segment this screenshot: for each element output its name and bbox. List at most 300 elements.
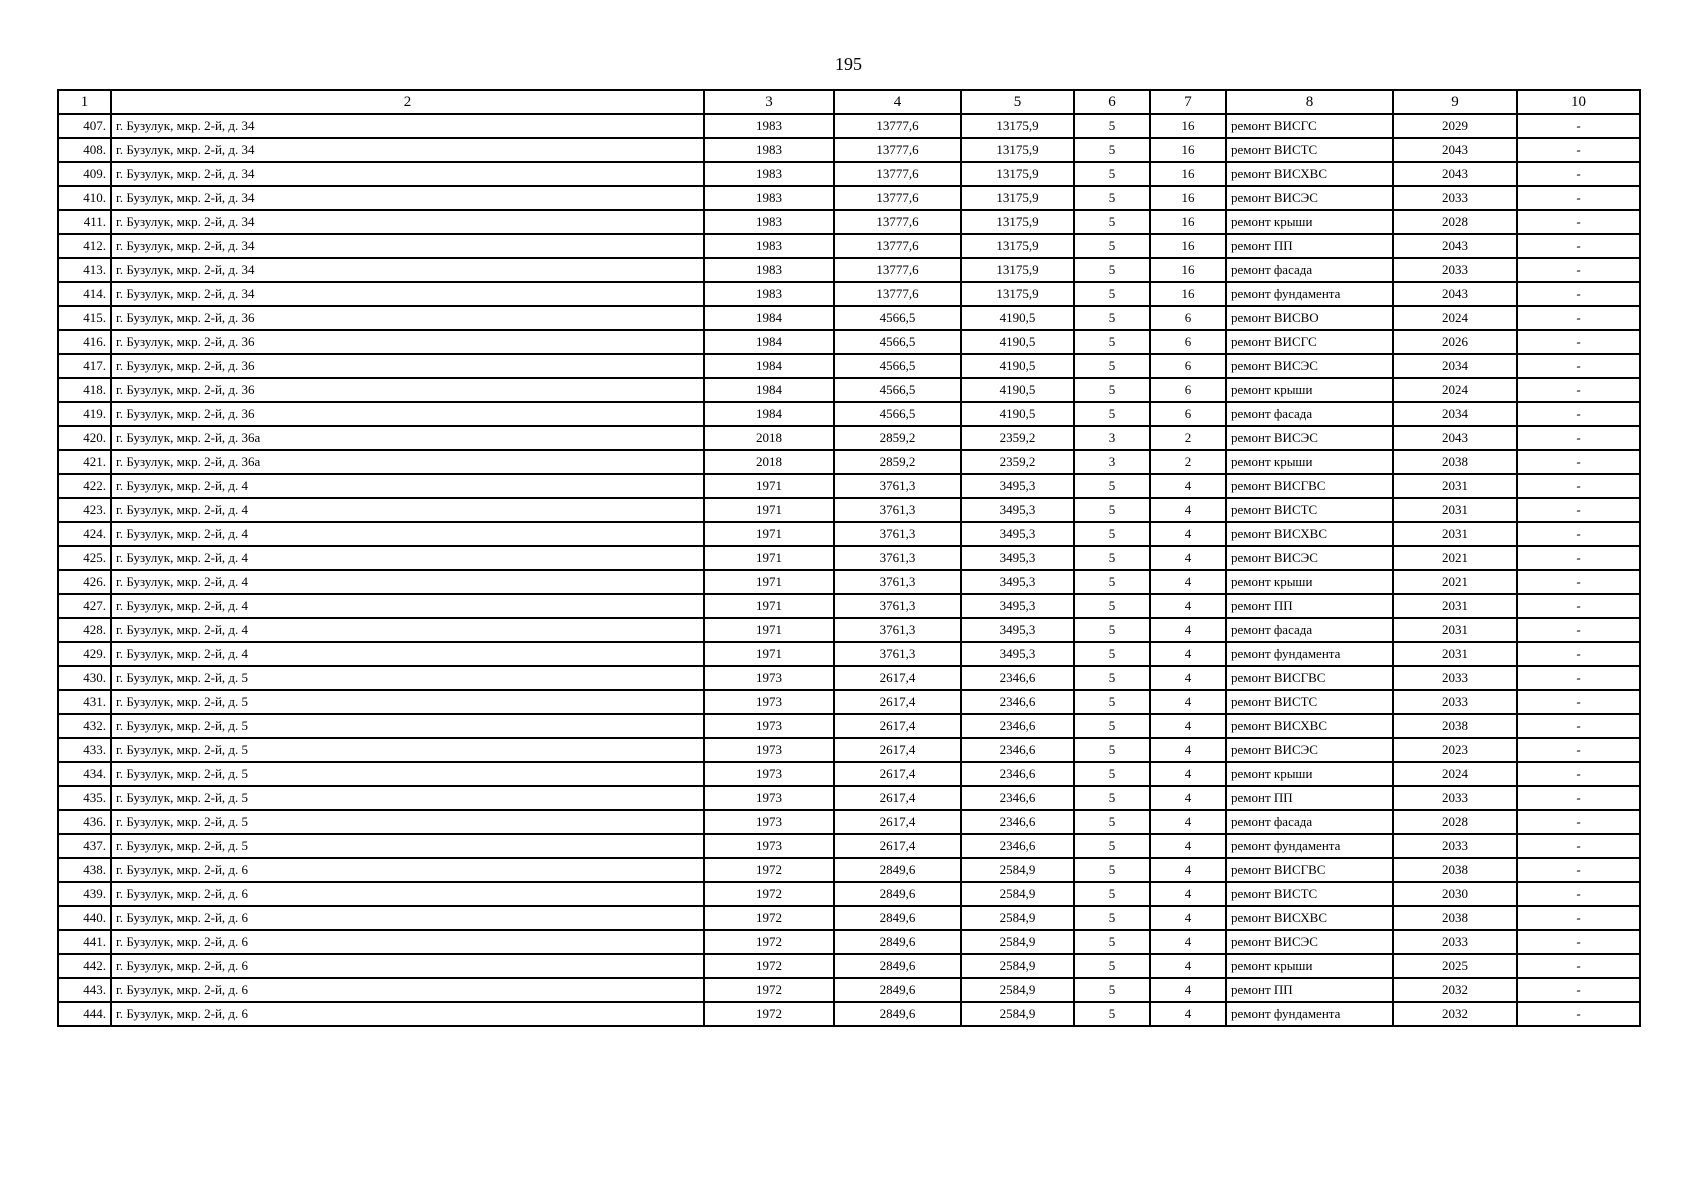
- total-area-cell: 4566,5: [834, 354, 961, 378]
- note-cell: -: [1517, 642, 1640, 666]
- table-row: [58, 954, 1640, 978]
- table-row: [58, 786, 1640, 810]
- row-number-cell: 424.: [58, 522, 111, 546]
- row-number-cell: 437.: [58, 834, 111, 858]
- planned-year-cell: 2034: [1393, 354, 1517, 378]
- total-area-cell: 4566,5: [834, 378, 961, 402]
- year-built-cell: 1983: [704, 138, 834, 162]
- living-area-cell: 3495,3: [961, 474, 1074, 498]
- year-built-cell: 1984: [704, 402, 834, 426]
- work-type-cell: ремонт ВИСГВС: [1226, 474, 1393, 498]
- work-type-cell: ремонт крыши: [1226, 954, 1393, 978]
- year-built-cell: 1983: [704, 162, 834, 186]
- table-row: [58, 906, 1640, 930]
- entrances-cell: 4: [1150, 666, 1226, 690]
- address-cell: г. Бузулук, мкр. 2-й, д. 34: [111, 162, 704, 186]
- planned-year-cell: 2030: [1393, 882, 1517, 906]
- row-number-cell: 432.: [58, 714, 111, 738]
- total-area-cell: 4566,5: [834, 330, 961, 354]
- living-area-cell: 4190,5: [961, 378, 1074, 402]
- planned-year-cell: 2043: [1393, 138, 1517, 162]
- address-cell: г. Бузулук, мкр. 2-й, д. 34: [111, 258, 704, 282]
- row-number-cell: 413.: [58, 258, 111, 282]
- entrances-cell: 6: [1150, 330, 1226, 354]
- total-area-cell: 13777,6: [834, 162, 961, 186]
- planned-year-cell: 2025: [1393, 954, 1517, 978]
- living-area-cell: 4190,5: [961, 330, 1074, 354]
- living-area-cell: 3495,3: [961, 594, 1074, 618]
- note-cell: -: [1517, 114, 1640, 138]
- note-cell: -: [1517, 474, 1640, 498]
- note-cell: -: [1517, 594, 1640, 618]
- living-area-cell: 3495,3: [961, 642, 1074, 666]
- total-area-cell: 3761,3: [834, 594, 961, 618]
- note-cell: -: [1517, 570, 1640, 594]
- year-built-cell: 1983: [704, 210, 834, 234]
- entrances-cell: 2: [1150, 450, 1226, 474]
- table-row: [58, 522, 1640, 546]
- floors-cell: 5: [1074, 234, 1150, 258]
- year-built-cell: 1971: [704, 642, 834, 666]
- entrances-cell: 4: [1150, 594, 1226, 618]
- planned-year-cell: 2034: [1393, 402, 1517, 426]
- planned-year-cell: 2021: [1393, 570, 1517, 594]
- floors-cell: 5: [1074, 642, 1150, 666]
- year-built-cell: 1983: [704, 234, 834, 258]
- note-cell: -: [1517, 378, 1640, 402]
- table-row: [58, 1002, 1640, 1026]
- address-cell: г. Бузулук, мкр. 2-й, д. 34: [111, 282, 704, 306]
- row-number-cell: 419.: [58, 402, 111, 426]
- floors-cell: 5: [1074, 882, 1150, 906]
- planned-year-cell: 2028: [1393, 210, 1517, 234]
- floors-cell: 5: [1074, 354, 1150, 378]
- row-number-cell: 425.: [58, 546, 111, 570]
- address-cell: г. Бузулук, мкр. 2-й, д. 6: [111, 954, 704, 978]
- note-cell: -: [1517, 738, 1640, 762]
- table-row: [58, 330, 1640, 354]
- address-cell: г. Бузулук, мкр. 2-й, д. 5: [111, 786, 704, 810]
- year-built-cell: 1973: [704, 666, 834, 690]
- living-area-cell: 4190,5: [961, 354, 1074, 378]
- floors-cell: 5: [1074, 378, 1150, 402]
- floors-cell: 5: [1074, 618, 1150, 642]
- planned-year-cell: 2043: [1393, 282, 1517, 306]
- work-type-cell: ремонт ПП: [1226, 978, 1393, 1002]
- column-header: 3: [704, 90, 834, 114]
- table-row: [58, 138, 1640, 162]
- table-row: [58, 186, 1640, 210]
- row-number-cell: 417.: [58, 354, 111, 378]
- row-number-cell: 408.: [58, 138, 111, 162]
- year-built-cell: 1971: [704, 546, 834, 570]
- planned-year-cell: 2032: [1393, 978, 1517, 1002]
- row-number-cell: 410.: [58, 186, 111, 210]
- living-area-cell: 3495,3: [961, 522, 1074, 546]
- living-area-cell: 2584,9: [961, 882, 1074, 906]
- table-row: [58, 354, 1640, 378]
- table-row: [58, 810, 1640, 834]
- note-cell: -: [1517, 138, 1640, 162]
- floors-cell: 5: [1074, 402, 1150, 426]
- entrances-cell: 6: [1150, 378, 1226, 402]
- work-type-cell: ремонт ВИСГВС: [1226, 666, 1393, 690]
- address-cell: г. Бузулук, мкр. 2-й, д. 36: [111, 330, 704, 354]
- address-cell: г. Бузулук, мкр. 2-й, д. 34: [111, 234, 704, 258]
- note-cell: -: [1517, 186, 1640, 210]
- year-built-cell: 1972: [704, 978, 834, 1002]
- total-area-cell: 13777,6: [834, 258, 961, 282]
- entrances-cell: 16: [1150, 138, 1226, 162]
- planned-year-cell: 2038: [1393, 450, 1517, 474]
- year-built-cell: 1971: [704, 618, 834, 642]
- table-row: [58, 474, 1640, 498]
- entrances-cell: 4: [1150, 786, 1226, 810]
- address-cell: г. Бузулук, мкр. 2-й, д. 5: [111, 762, 704, 786]
- row-number-cell: 420.: [58, 426, 111, 450]
- entrances-cell: 4: [1150, 714, 1226, 738]
- table-row: [58, 426, 1640, 450]
- address-cell: г. Бузулук, мкр. 2-й, д. 6: [111, 930, 704, 954]
- address-cell: г. Бузулук, мкр. 2-й, д. 36: [111, 354, 704, 378]
- entrances-cell: 4: [1150, 882, 1226, 906]
- row-number-cell: 418.: [58, 378, 111, 402]
- note-cell: -: [1517, 522, 1640, 546]
- year-built-cell: 1972: [704, 906, 834, 930]
- living-area-cell: 13175,9: [961, 210, 1074, 234]
- year-built-cell: 2018: [704, 426, 834, 450]
- planned-year-cell: 2038: [1393, 858, 1517, 882]
- living-area-cell: 2346,6: [961, 714, 1074, 738]
- column-header: 4: [834, 90, 961, 114]
- living-area-cell: 3495,3: [961, 546, 1074, 570]
- entrances-cell: 16: [1150, 258, 1226, 282]
- living-area-cell: 13175,9: [961, 234, 1074, 258]
- floors-cell: 5: [1074, 546, 1150, 570]
- row-number-cell: 426.: [58, 570, 111, 594]
- planned-year-cell: 2031: [1393, 642, 1517, 666]
- note-cell: -: [1517, 210, 1640, 234]
- total-area-cell: 13777,6: [834, 234, 961, 258]
- address-cell: г. Бузулук, мкр. 2-й, д. 6: [111, 1002, 704, 1026]
- floors-cell: 5: [1074, 762, 1150, 786]
- floors-cell: 5: [1074, 786, 1150, 810]
- work-type-cell: ремонт ПП: [1226, 594, 1393, 618]
- entrances-cell: 4: [1150, 954, 1226, 978]
- total-area-cell: 13777,6: [834, 114, 961, 138]
- work-type-cell: ремонт ВИСГВС: [1226, 858, 1393, 882]
- total-area-cell: 2617,4: [834, 762, 961, 786]
- work-type-cell: ремонт крыши: [1226, 210, 1393, 234]
- entrances-cell: 4: [1150, 906, 1226, 930]
- total-area-cell: 3761,3: [834, 618, 961, 642]
- floors-cell: 5: [1074, 738, 1150, 762]
- year-built-cell: 1973: [704, 762, 834, 786]
- note-cell: -: [1517, 234, 1640, 258]
- floors-cell: 5: [1074, 666, 1150, 690]
- table-row: [58, 762, 1640, 786]
- work-type-cell: ремонт фундамента: [1226, 642, 1393, 666]
- address-cell: г. Бузулук, мкр. 2-й, д. 5: [111, 810, 704, 834]
- note-cell: -: [1517, 498, 1640, 522]
- living-area-cell: 2584,9: [961, 906, 1074, 930]
- total-area-cell: 2849,6: [834, 954, 961, 978]
- work-type-cell: ремонт ВИСЭС: [1226, 738, 1393, 762]
- work-type-cell: ремонт крыши: [1226, 570, 1393, 594]
- row-number-cell: 438.: [58, 858, 111, 882]
- living-area-cell: 2346,6: [961, 810, 1074, 834]
- total-area-cell: 13777,6: [834, 282, 961, 306]
- work-type-cell: ремонт ВИСТС: [1226, 138, 1393, 162]
- address-cell: г. Бузулук, мкр. 2-й, д. 34: [111, 210, 704, 234]
- row-number-cell: 412.: [58, 234, 111, 258]
- year-built-cell: 1973: [704, 738, 834, 762]
- work-type-cell: ремонт ВИСТС: [1226, 690, 1393, 714]
- living-area-cell: 13175,9: [961, 138, 1074, 162]
- repair-schedule-table: [57, 89, 1641, 1027]
- planned-year-cell: 2033: [1393, 258, 1517, 282]
- entrances-cell: 4: [1150, 690, 1226, 714]
- work-type-cell: ремонт фундамента: [1226, 1002, 1393, 1026]
- floors-cell: 5: [1074, 714, 1150, 738]
- note-cell: -: [1517, 426, 1640, 450]
- address-cell: г. Бузулук, мкр. 2-й, д. 6: [111, 978, 704, 1002]
- row-number-cell: 442.: [58, 954, 111, 978]
- floors-cell: 5: [1074, 978, 1150, 1002]
- row-number-cell: 439.: [58, 882, 111, 906]
- address-cell: г. Бузулук, мкр. 2-й, д. 4: [111, 642, 704, 666]
- note-cell: -: [1517, 858, 1640, 882]
- entrances-cell: 6: [1150, 402, 1226, 426]
- row-number-cell: 440.: [58, 906, 111, 930]
- living-area-cell: 3495,3: [961, 498, 1074, 522]
- living-area-cell: 2584,9: [961, 858, 1074, 882]
- entrances-cell: 4: [1150, 618, 1226, 642]
- table-row: [58, 282, 1640, 306]
- work-type-cell: ремонт фасада: [1226, 810, 1393, 834]
- note-cell: -: [1517, 906, 1640, 930]
- planned-year-cell: 2026: [1393, 330, 1517, 354]
- planned-year-cell: 2033: [1393, 834, 1517, 858]
- living-area-cell: 2346,6: [961, 738, 1074, 762]
- work-type-cell: ремонт ВИСЭС: [1226, 930, 1393, 954]
- work-type-cell: ремонт крыши: [1226, 762, 1393, 786]
- table-row: [58, 162, 1640, 186]
- planned-year-cell: 2024: [1393, 762, 1517, 786]
- entrances-cell: 4: [1150, 642, 1226, 666]
- planned-year-cell: 2033: [1393, 690, 1517, 714]
- living-area-cell: 2359,2: [961, 426, 1074, 450]
- row-number-cell: 436.: [58, 810, 111, 834]
- floors-cell: 5: [1074, 858, 1150, 882]
- address-cell: г. Бузулук, мкр. 2-й, д. 36: [111, 402, 704, 426]
- total-area-cell: 13777,6: [834, 138, 961, 162]
- living-area-cell: 2584,9: [961, 954, 1074, 978]
- year-built-cell: 1971: [704, 594, 834, 618]
- address-cell: г. Бузулук, мкр. 2-й, д. 4: [111, 618, 704, 642]
- row-number-cell: 429.: [58, 642, 111, 666]
- work-type-cell: ремонт ВИСВО: [1226, 306, 1393, 330]
- work-type-cell: ремонт ВИСГС: [1226, 330, 1393, 354]
- entrances-cell: 4: [1150, 858, 1226, 882]
- total-area-cell: 2849,6: [834, 930, 961, 954]
- row-number-cell: 430.: [58, 666, 111, 690]
- total-area-cell: 2617,4: [834, 714, 961, 738]
- entrances-cell: 4: [1150, 738, 1226, 762]
- note-cell: -: [1517, 330, 1640, 354]
- year-built-cell: 1983: [704, 282, 834, 306]
- year-built-cell: 1973: [704, 786, 834, 810]
- total-area-cell: 2617,4: [834, 738, 961, 762]
- row-number-cell: 435.: [58, 786, 111, 810]
- table-row: [58, 210, 1640, 234]
- table-row: [58, 882, 1640, 906]
- work-type-cell: ремонт ВИСГС: [1226, 114, 1393, 138]
- living-area-cell: 13175,9: [961, 162, 1074, 186]
- total-area-cell: 2859,2: [834, 426, 961, 450]
- year-built-cell: 1973: [704, 834, 834, 858]
- note-cell: -: [1517, 306, 1640, 330]
- floors-cell: 5: [1074, 138, 1150, 162]
- total-area-cell: 2849,6: [834, 978, 961, 1002]
- table-row: [58, 930, 1640, 954]
- address-cell: г. Бузулук, мкр. 2-й, д. 4: [111, 522, 704, 546]
- year-built-cell: 1983: [704, 186, 834, 210]
- year-built-cell: 1972: [704, 858, 834, 882]
- floors-cell: 3: [1074, 450, 1150, 474]
- table-row: [58, 618, 1640, 642]
- year-built-cell: 1972: [704, 1002, 834, 1026]
- note-cell: -: [1517, 162, 1640, 186]
- address-cell: г. Бузулук, мкр. 2-й, д. 4: [111, 498, 704, 522]
- living-area-cell: 2346,6: [961, 666, 1074, 690]
- note-cell: -: [1517, 258, 1640, 282]
- living-area-cell: 2346,6: [961, 762, 1074, 786]
- living-area-cell: 13175,9: [961, 186, 1074, 210]
- floors-cell: 5: [1074, 594, 1150, 618]
- year-built-cell: 1972: [704, 882, 834, 906]
- row-number-cell: 428.: [58, 618, 111, 642]
- address-cell: г. Бузулук, мкр. 2-й, д. 5: [111, 666, 704, 690]
- planned-year-cell: 2023: [1393, 738, 1517, 762]
- note-cell: -: [1517, 282, 1640, 306]
- floors-cell: 5: [1074, 498, 1150, 522]
- row-number-cell: 415.: [58, 306, 111, 330]
- entrances-cell: 2: [1150, 426, 1226, 450]
- work-type-cell: ремонт фасада: [1226, 402, 1393, 426]
- living-area-cell: 2346,6: [961, 834, 1074, 858]
- year-built-cell: 1972: [704, 930, 834, 954]
- address-cell: г. Бузулук, мкр. 2-й, д. 5: [111, 714, 704, 738]
- table-row: [58, 594, 1640, 618]
- year-built-cell: 1984: [704, 354, 834, 378]
- planned-year-cell: 2033: [1393, 930, 1517, 954]
- work-type-cell: ремонт фундамента: [1226, 282, 1393, 306]
- year-built-cell: 1984: [704, 306, 834, 330]
- total-area-cell: 3761,3: [834, 522, 961, 546]
- row-number-cell: 414.: [58, 282, 111, 306]
- entrances-cell: 4: [1150, 978, 1226, 1002]
- table-row: [58, 834, 1640, 858]
- planned-year-cell: 2031: [1393, 474, 1517, 498]
- year-built-cell: 1983: [704, 258, 834, 282]
- planned-year-cell: 2032: [1393, 1002, 1517, 1026]
- table-row: [58, 258, 1640, 282]
- row-number-cell: 422.: [58, 474, 111, 498]
- planned-year-cell: 2033: [1393, 186, 1517, 210]
- address-cell: г. Бузулук, мкр. 2-й, д. 4: [111, 570, 704, 594]
- planned-year-cell: 2033: [1393, 666, 1517, 690]
- table-row: [58, 858, 1640, 882]
- entrances-cell: 4: [1150, 834, 1226, 858]
- row-number-cell: 441.: [58, 930, 111, 954]
- entrances-cell: 4: [1150, 570, 1226, 594]
- living-area-cell: 13175,9: [961, 258, 1074, 282]
- table-header-row: [58, 90, 1640, 114]
- row-number-cell: 423.: [58, 498, 111, 522]
- entrances-cell: 16: [1150, 234, 1226, 258]
- table-row: [58, 498, 1640, 522]
- work-type-cell: ремонт ВИСХВС: [1226, 714, 1393, 738]
- entrances-cell: 4: [1150, 474, 1226, 498]
- note-cell: -: [1517, 546, 1640, 570]
- living-area-cell: 2584,9: [961, 1002, 1074, 1026]
- floors-cell: 5: [1074, 810, 1150, 834]
- floors-cell: 5: [1074, 186, 1150, 210]
- planned-year-cell: 2038: [1393, 714, 1517, 738]
- work-type-cell: ремонт ВИСТС: [1226, 498, 1393, 522]
- note-cell: -: [1517, 834, 1640, 858]
- table-row: [58, 570, 1640, 594]
- address-cell: г. Бузулук, мкр. 2-й, д. 34: [111, 114, 704, 138]
- year-built-cell: 1971: [704, 474, 834, 498]
- living-area-cell: 2584,9: [961, 978, 1074, 1002]
- address-cell: г. Бузулук, мкр. 2-й, д. 6: [111, 858, 704, 882]
- address-cell: г. Бузулук, мкр. 2-й, д. 34: [111, 186, 704, 210]
- living-area-cell: 13175,9: [961, 282, 1074, 306]
- table-row: [58, 642, 1640, 666]
- work-type-cell: ремонт ВИСЭС: [1226, 426, 1393, 450]
- row-number-cell: 431.: [58, 690, 111, 714]
- note-cell: -: [1517, 618, 1640, 642]
- floors-cell: 5: [1074, 930, 1150, 954]
- work-type-cell: ремонт ВИСХВС: [1226, 522, 1393, 546]
- floors-cell: 5: [1074, 690, 1150, 714]
- living-area-cell: 4190,5: [961, 402, 1074, 426]
- floors-cell: 5: [1074, 954, 1150, 978]
- note-cell: -: [1517, 810, 1640, 834]
- address-cell: г. Бузулук, мкр. 2-й, д. 5: [111, 738, 704, 762]
- total-area-cell: 2859,2: [834, 450, 961, 474]
- work-type-cell: ремонт ПП: [1226, 786, 1393, 810]
- entrances-cell: 4: [1150, 930, 1226, 954]
- entrances-cell: 16: [1150, 114, 1226, 138]
- living-area-cell: 2359,2: [961, 450, 1074, 474]
- column-header: 8: [1226, 90, 1393, 114]
- total-area-cell: 13777,6: [834, 186, 961, 210]
- work-type-cell: ремонт фасада: [1226, 618, 1393, 642]
- note-cell: -: [1517, 930, 1640, 954]
- planned-year-cell: 2024: [1393, 378, 1517, 402]
- note-cell: -: [1517, 786, 1640, 810]
- address-cell: г. Бузулук, мкр. 2-й, д. 34: [111, 138, 704, 162]
- note-cell: -: [1517, 882, 1640, 906]
- year-built-cell: 1972: [704, 954, 834, 978]
- work-type-cell: ремонт ВИСХВС: [1226, 162, 1393, 186]
- note-cell: -: [1517, 714, 1640, 738]
- table-row: [58, 234, 1640, 258]
- work-type-cell: ремонт ВИСЭС: [1226, 354, 1393, 378]
